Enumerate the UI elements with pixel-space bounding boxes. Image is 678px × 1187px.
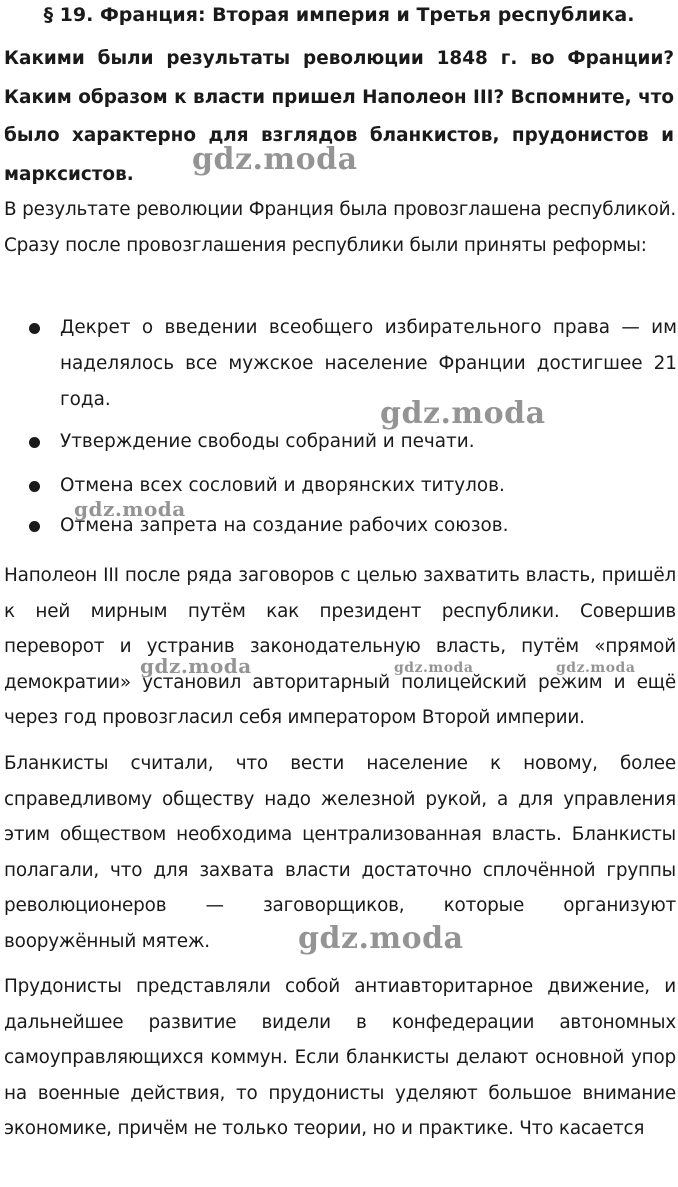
bullet-icon: [29, 481, 40, 492]
watermark-logo: gdz.moda: [556, 660, 636, 676]
watermark-logo: gdz.moda: [74, 497, 186, 521]
intro-paragraph: В результате революции Франция была провозглашена республикой. Сразу после провозглашения республики были приняты реформы:: [4, 199, 676, 256]
list-item: Декрет о введении всеобщего избирательного права — им наделялось все мужское население Франции достигшее 21 года.: [0, 310, 677, 418]
list-item: Отмена всех сословий и дворянских титулов.: [0, 468, 677, 504]
napoleon-paragraph: Наполеон III после ряда заговоров с целью захватить власть, пришёл к ней мирным путём как президент республики. Совершив переворот и устранив законодательную власть, путём «прямой демократии» установил авторитарный полицейский режим и ещё через год провозгласил себя императором Второй империи.: [4, 565, 676, 729]
watermark-logo: gdz.moda: [380, 396, 546, 431]
watermark-logo: gdz.moda: [192, 142, 358, 177]
bullet-icon: [29, 437, 40, 448]
section-title: § 19. Франция: Вторая империя и Третья республика.: [43, 4, 635, 26]
watermark-logo: gdz.moda: [298, 921, 464, 956]
review-questions: Какими были результаты революции 1848 г. во Франции? Каким образом к власти пришел Наполеон III? Вспомните, что было характерно для взглядов бланкистов, прудонистов и марксистов.: [4, 48, 674, 185]
watermark-logo: gdz.moda: [140, 654, 252, 678]
blanquists-paragraph: Бланкисты считали, что вести население к новому, более справедливому обществу надо железной рукой, а для управления этим обществом необходима централизованная власть. Бланкисты полагали, что для захвата власти достаточно сплочённой группы революционеров — заговорщиков, которые организуют вооружённый мятеж.: [4, 753, 676, 952]
list-item: Отмена запрета на создание рабочих союзов.: [0, 508, 677, 544]
list-item: Утверждение свободы собраний и печати.: [0, 424, 677, 460]
watermark-logo: gdz.moda: [394, 660, 474, 676]
bullet-icon: [29, 521, 40, 532]
proudhonists-paragraph: Прудонисты представляли собой антиавторитарное движение, и дальнейшее развитие видели в конфедерации автономных самоуправляющихся коммун. Если бланкисты делают основной упор на военные действия, то прудонисты уделяют большое внимание экономике, причём не только теории, но и практике. Что касается: [4, 976, 676, 1140]
bullet-icon: [29, 323, 40, 334]
